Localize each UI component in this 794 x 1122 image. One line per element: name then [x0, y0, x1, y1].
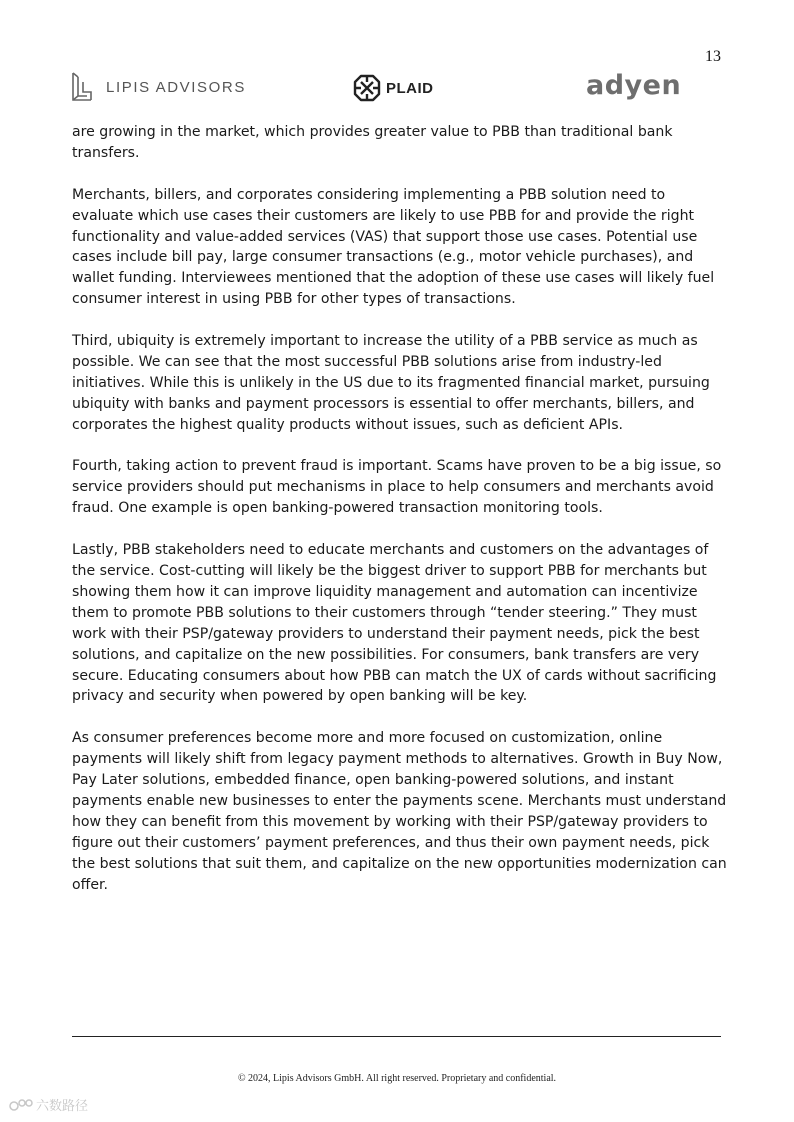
- adyen-logo: adyen: [586, 70, 682, 101]
- watermark: [8, 1095, 88, 1114]
- paragraph: Third, ubiquity is extremely important to increase the utility of a PBB service as much as possible. We can see that the most successful PBB solutions arise from industry-led initiatives. While this is unlikely in the US due to its fragmented financial market, pursuing ubiquity with banks and payment processors is essential to offer merchants, billers, and corporates the highest quality products without issues, such as deficient APIs.: [72, 333, 710, 433]
- watermark-text: 六数路径: [36, 1099, 89, 1114]
- plaid-tartan-icon: [352, 73, 382, 103]
- body-text: [72, 122, 728, 916]
- lipis-advisors-logo: [70, 70, 246, 104]
- page-number: 13: [705, 48, 721, 65]
- footer-divider: [72, 1036, 721, 1037]
- paragraph: Lastly, PBB stakeholders need to educate merchants and customers on the advantages of the service. Cost-cutting will likely be the biggest driver to support PBB for merchants but showing them how it can improve liquidity management and automation can incentivize them to promote PBB solutions to their customers through “tender steering.” They must work with their PSP/gateway providers to understand their payment needs, pick the best solutions, and capitalize on the new possibilities. For consumers, bank transfers are very secure. Educating consumers about how PBB can match the UX of cards without sacrificing privacy and security when powered by open banking will be key.: [72, 542, 717, 705]
- lipis-building-icon: [70, 70, 94, 104]
- paragraph: As consumer preferences become more and more focused on customization, online payments will likely shift from legacy payment methods to alternatives. Growth in Buy Now, Pay Later solutions, embedded finance, open banking-powered solutions, and instant payments enable new businesses to enter the payments scene. Merchants must understand how they can benefit from this movement by working with their PSP/gateway providers to figure out their customers’ payment preferences, and thus their own payment needs, pick the best solutions that suit them, and capitalize on the new opportunities modernization can offer.: [72, 730, 727, 893]
- paragraph: Fourth, taking action to prevent fraud is important. Scams have proven to be a big issue, so service providers should put mechanisms in place to help consumers and merchants avoid fraud. One example is open banking-powered transaction monitoring tools.: [72, 458, 722, 517]
- footer-copyright: © 2024, Lipis Advisors GmbH. All right reserved. Proprietary and confidential.: [237, 1073, 557, 1084]
- header-logos: [70, 70, 724, 110]
- plaid-logo: [352, 73, 434, 103]
- lipis-advisors-wordmark: LIPIS ADVISORS: [106, 78, 246, 96]
- paragraph: Merchants, billers, and corporates considering implementing a PBB solution need to evaluate which use cases their customers are likely to use PBB for and provide the right functionality and value-added services (VAS) that support those use cases. Potential use cases include bill pay, large consumer transactions (e.g., motor vehicle purchases), and wallet funding. Interviewees mentioned that the adoption of these use cases will likely fuel consumer interest in using PBB for other types of transactions.: [72, 186, 715, 308]
- plaid-wordmark: PLAID: [386, 79, 434, 97]
- paragraph: are growing in the market, which provides greater value to PBB than traditional bank transfers.: [72, 124, 673, 161]
- watermark-logo-icon: [8, 1097, 34, 1113]
